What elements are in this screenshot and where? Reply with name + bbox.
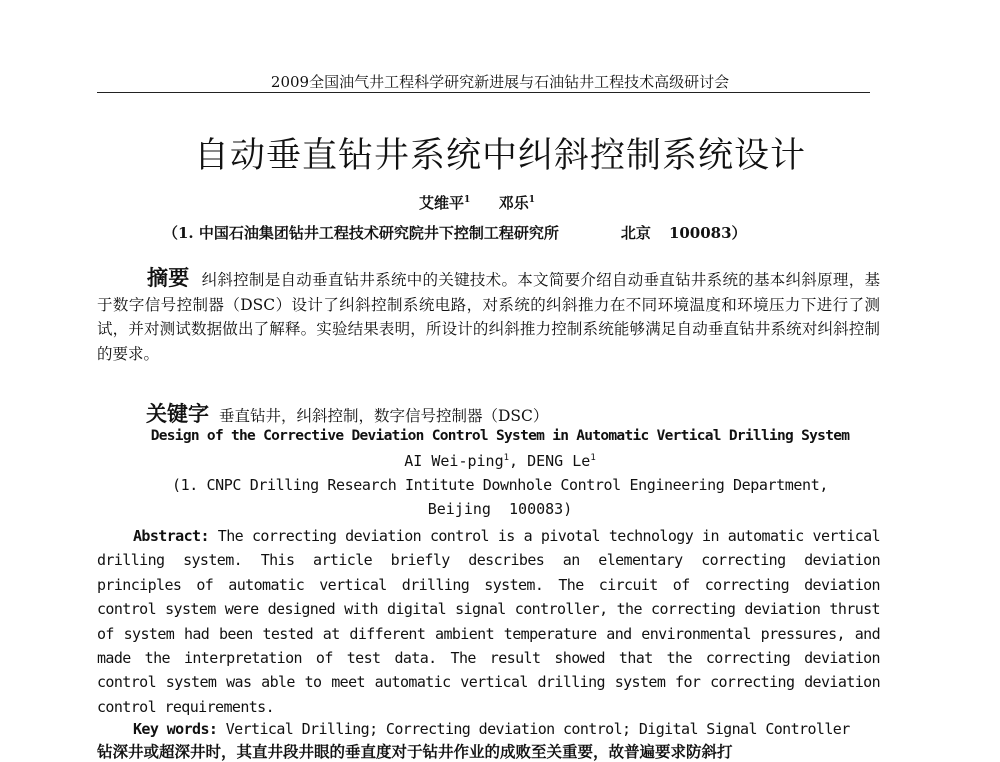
conference-header: 2009全国油气井工程科学研究新进展与石油钻井工程技术高级研讨会 [270,73,730,91]
authors-cn [419,192,535,213]
author-cn-affil-mark: 1 [528,195,536,205]
author-en-affil-mark: 1 [503,453,510,463]
keywords-en-text: Vertical Drilling; Correcting deviation control; Digital Signal Controller [225,720,850,738]
author-cn-name: 艾维平 [419,194,465,212]
keywords-cn [146,398,548,428]
abstract-en-text: The correcting deviation control is a pivotal technology in automatic vertical drilling system. This article briefly describes an elementary correcting deviation principles of automatic vertical drilling system. The circuit of correcting deviation control system were designed with digital signal controller, the correcting deviation thrust of system had been tested at different ambient temperature and environmental pressures, and made the interpretation of test data. The result showed that the correcting deviation control system was able to meet automatic vertical drilling system for correcting deviation control requirements. [97,527,880,716]
author-cn-affil-mark: 1 [464,195,471,205]
author-en-name: AI Wei-ping [404,452,504,470]
affiliation-cn-org: 中国石油集团钻井工程技术研究院井下控制工程研究所 [198,224,559,242]
abstract-cn-text: 纠斜控制是自动垂直钻井系统中的关键技术。本文简要介绍自动垂直钻井系统的基本纠斜原理，基于数字信号控制器（DSC）设计了纠斜控制系统电路，对系统的纠斜推力在不同环境温度和环境压力下进行了测试，并对测试数据做出了解释。实验结果表明，所设计的纠斜推力控制系统能够满足自动垂直钻井系统对纠斜控制的要求。 [97,271,880,363]
affiliation-en-line2: Beijing 100083) [427,500,573,518]
keywords-cn-text: 垂直钻井，纠斜控制，数字信号控制器（DSC） [219,407,549,425]
body-paragraph-start: 钻深井或超深井时，其直井段井眼的垂直度对于钻井作业的成败至关重要，故普遍要求防斜打 [97,742,733,761]
affiliation-cn [163,222,747,243]
abstract-en-label: Abstract: [133,527,209,545]
author-en-separator: , [509,452,528,470]
author-cn-name: 邓乐 [498,194,529,212]
author-en-affil-mark: 1 [590,453,596,463]
keywords-en-label: Key words: [133,720,218,738]
abstract-en [97,524,880,719]
keywords-cn-heading: 关键字 [146,402,209,426]
paper-title-cn: 自动垂直钻井系统中纠斜控制系统设计 [193,136,806,176]
affiliation-en-line1: (1. CNPC Drilling Research Intitute Downhole Control Engineering Department, [172,476,828,494]
keywords-en [133,720,850,738]
header-rule [97,92,870,93]
abstract-cn [97,266,880,366]
abstract-cn-heading: 摘要 [147,266,190,290]
author-en-name: DENG Le [527,452,591,470]
affiliation-cn-postcode: 100083） [668,224,747,242]
affiliation-cn-prefix: （1. [163,224,194,242]
paper-title-en: Design of the Corrective Deviation Control System in Automatic Vertical Drilling System [150,428,850,444]
authors-en [0,452,1000,470]
affiliation-cn-city: 北京 [620,224,651,242]
